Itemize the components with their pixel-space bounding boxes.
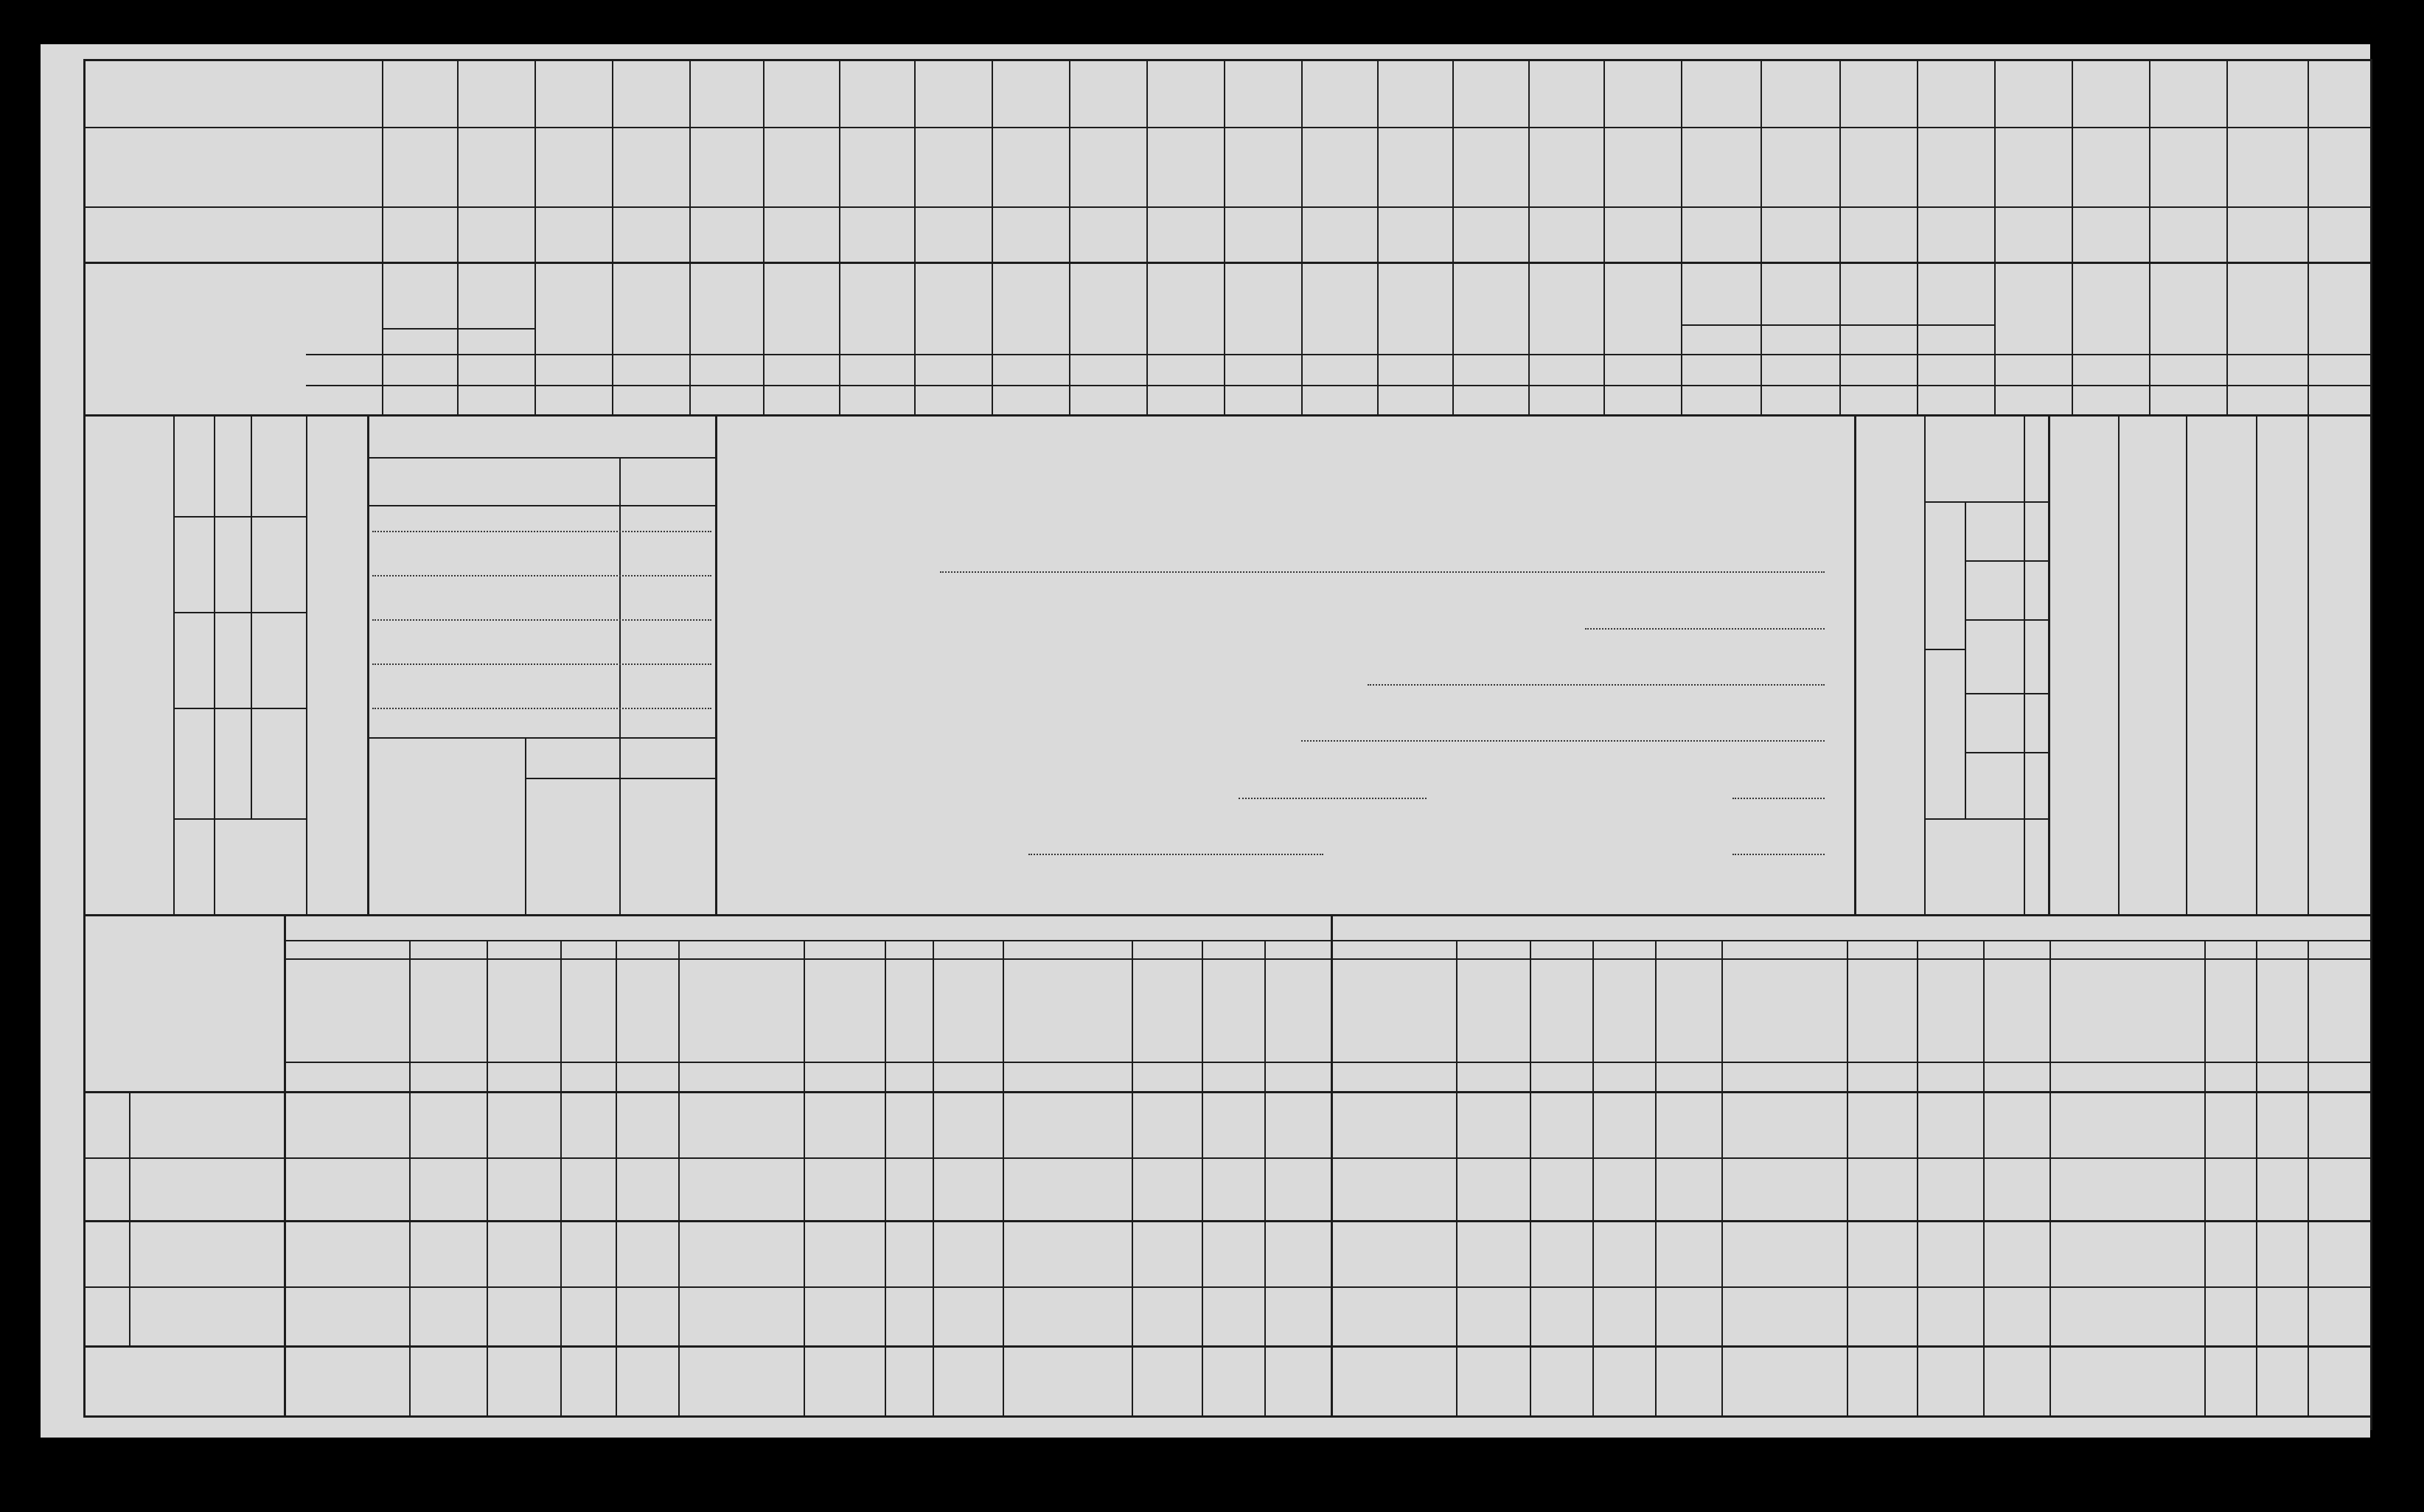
top-column-rule [457,59,459,414]
rule-line [616,940,617,1415]
rule-line [284,940,2370,941]
top-column-rule [2226,59,2228,414]
top-column-rule [1603,59,1605,414]
rule-line [409,940,411,1415]
rule-line [1847,940,1848,1415]
rule-line [1721,940,1723,1415]
rule-line [83,1286,2370,1288]
rule-line [1965,752,2048,753]
rule-line [1965,501,1966,818]
top-column-rule [612,59,613,414]
rule-line [83,1220,2370,1222]
rule-line [525,737,526,914]
rule-line [173,708,306,709]
rule-line [382,328,534,330]
top-column-rule [914,59,916,414]
answer-line-village-distance[interactable] [1732,798,1825,799]
top-column-rule [534,59,536,414]
rule-line [367,505,715,506]
top-column-rule [2370,59,2372,414]
rule-line [1965,501,2048,503]
rule-line [173,414,306,416]
rule-line [2118,414,2120,914]
rule-line [804,940,805,1415]
rule-line [367,737,715,739]
rule-line [1854,414,1856,914]
rule-line [1965,693,2048,694]
answer-line-other-land[interactable] [1585,628,1825,630]
rule-line [2149,354,2308,355]
answer-line-owner[interactable] [940,571,1825,573]
trade-entry-line[interactable] [372,575,711,576]
top-column-rule [1917,59,1918,414]
rule-line [284,914,286,1415]
rule-line [1681,324,1994,326]
bottom-top-border [83,914,2370,916]
top-border [83,59,2370,61]
rule-line [1592,940,1594,1415]
top-column-rule [2308,59,2309,414]
answer-line-land-type[interactable] [1368,684,1825,686]
rule-line [525,778,715,779]
rule-line [1530,940,1531,1415]
top-column-rule [839,59,840,414]
rule-line [1917,940,1918,1415]
top-column-rule [1377,59,1379,414]
rule-line [284,1062,2370,1063]
top-column-rule [992,59,993,414]
rule-line [2049,940,2051,1415]
rule-line [560,940,562,1415]
rule-line [83,127,2370,128]
rule-line [1924,414,1926,914]
answer-line-market-distance[interactable] [1732,854,1825,855]
rule-line [173,818,306,820]
trade-entry-line[interactable] [372,531,711,532]
rule-line [2308,414,2309,914]
rule-line [2204,940,2206,1415]
rule-line [678,940,680,1415]
top-column-rule [382,59,383,414]
rule-line [251,414,252,818]
rule-line [1655,940,1657,1415]
answer-line-farming[interactable] [1301,740,1825,742]
rule-line [129,1091,130,1345]
rule-line [173,516,306,518]
trade-entry-line[interactable] [372,663,711,665]
top-column-rule [763,59,765,414]
top-column-rule [689,59,691,414]
rule-line [367,414,369,914]
top-column-rule [1994,59,1996,414]
top-column-rule [1301,59,1303,414]
rule-line [1965,560,2048,562]
rule-line [83,206,2370,208]
rule-line [173,612,306,613]
rule-line [2370,414,2372,914]
rule-line [83,262,2370,264]
section-divider [83,414,2370,417]
rule-line [2048,414,2049,914]
rule-line [1132,940,1133,1415]
rule-line [1331,914,1333,1415]
rule-line [1965,619,2048,621]
top-column-rule [1760,59,1762,414]
rule-line [1983,940,1985,1415]
top-column-rule [1146,59,1148,414]
rule-line [306,354,2370,355]
rule-line [487,940,488,1415]
top-column-rule [2149,59,2150,414]
rule-line [2308,940,2309,1415]
rule-line [306,385,2370,386]
trade-entry-line[interactable] [372,708,711,709]
top-column-rule [1452,59,1454,414]
rule-line [214,414,215,914]
rule-line [367,457,715,459]
answer-line-market[interactable] [1028,854,1323,855]
rule-line [1924,649,1965,650]
rule-line [83,1157,2370,1159]
answer-line-village[interactable] [1239,798,1427,799]
rule-line [619,457,621,914]
rule-line [2024,414,2025,914]
trade-entry-line[interactable] [372,619,711,621]
rule-line [306,414,307,914]
top-column-rule [1224,59,1225,414]
rule-line [83,1345,2370,1348]
top-column-rule [1528,59,1530,414]
rule-line [1264,940,1266,1415]
left-border [83,59,86,1415]
rule-line [933,940,934,1415]
rule-line [2256,414,2257,914]
census-card [41,44,2370,1438]
top-column-rule [2072,59,2073,414]
rule-line [173,414,175,914]
rule-line [715,414,717,914]
rule-line [1202,940,1203,1415]
rule-line [1003,940,1004,1415]
rule-line [1456,940,1457,1415]
rule-line [83,1415,2370,1418]
top-column-rule [1069,59,1070,414]
rule-line [284,958,2370,960]
rule-line [83,1091,2370,1093]
rule-line [1965,818,2048,820]
rule-line [885,940,886,1415]
top-column-rule [1839,59,1841,414]
rule-line [2186,414,2187,914]
rule-line [2256,940,2257,1415]
top-column-rule [1681,59,1682,414]
